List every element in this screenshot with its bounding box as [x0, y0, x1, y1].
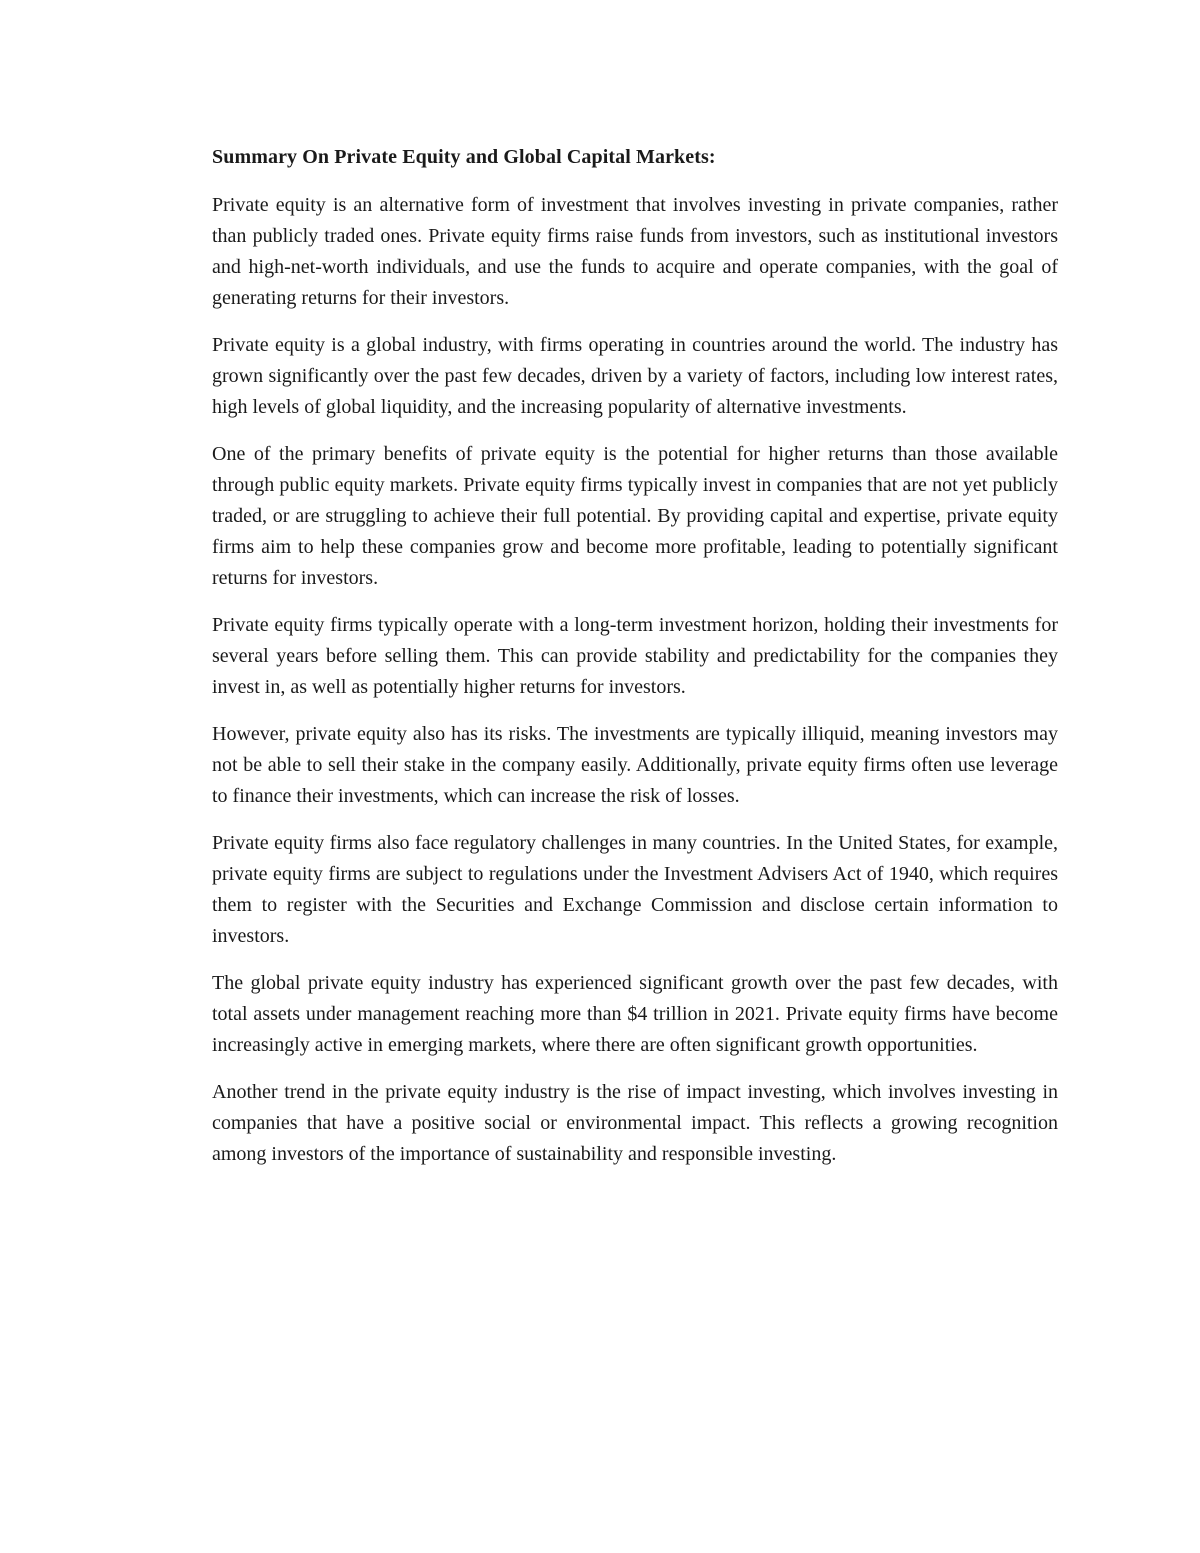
paragraph-7: The global private equity industry has experienced significant growth over the past few decades, with total assets under management reaching more than $4 trillion in 2021. Private equity firms have become increasingly active in emerging markets, where there are often significant growth opportunities. [212, 972, 1058, 1056]
paragraph-1: Private equity is an alternative form of investment that involves investing in private companies, rather than publicly traded ones. Private equity firms raise funds from investors, such as institutional investors and high-net-worth individuals, and use the funds to acquire and operate companies, with the goal of generating returns for their investors. [212, 194, 1058, 309]
paragraph-3: One of the primary benefits of private equity is the potential for higher returns than those available through public equity markets. Private equity firms typically invest in companies that are not yet publicly traded, or are struggling to achieve their full potential. By providing capital and expertise, private equity firms aim to help these companies grow and become more profitable, leading to potentially significant returns for investors. [212, 443, 1058, 589]
paragraph-4: Private equity firms typically operate with a long-term investment horizon, holding their investments for several years before selling them. This can provide stability and predictability for the companies they invest in, as well as potentially higher returns for investors. [212, 614, 1058, 698]
document-title: Summary On Private Equity and Global Capital Markets: [212, 146, 716, 168]
paragraph-8: Another trend in the private equity industry is the rise of impact investing, which involves investing in companies that have a positive social or environmental impact. This reflects a growing recognition among investors of the importance of sustainability and responsible investing. [212, 1081, 1058, 1165]
paragraph-5: However, private equity also has its risks. The investments are typically illiquid, meaning investors may not be able to sell their stake in the company easily. Additionally, private equity firms often use leverage to finance their investments, which can increase the risk of losses. [212, 723, 1058, 807]
document-body [212, 142, 1058, 1186]
paragraph-6: Private equity firms also face regulatory challenges in many countries. In the United States, for example, private equity firms are subject to regulations under the Investment Advisers Act of 1940, which requires them to register with the Securities and Exchange Commission and disclose certain information to investors. [212, 832, 1058, 947]
paragraph-2: Private equity is a global industry, with firms operating in countries around the world. The industry has grown significantly over the past few decades, driven by a variety of factors, including low interest rates, high levels of global liquidity, and the increasing popularity of alternative investments. [212, 334, 1058, 418]
